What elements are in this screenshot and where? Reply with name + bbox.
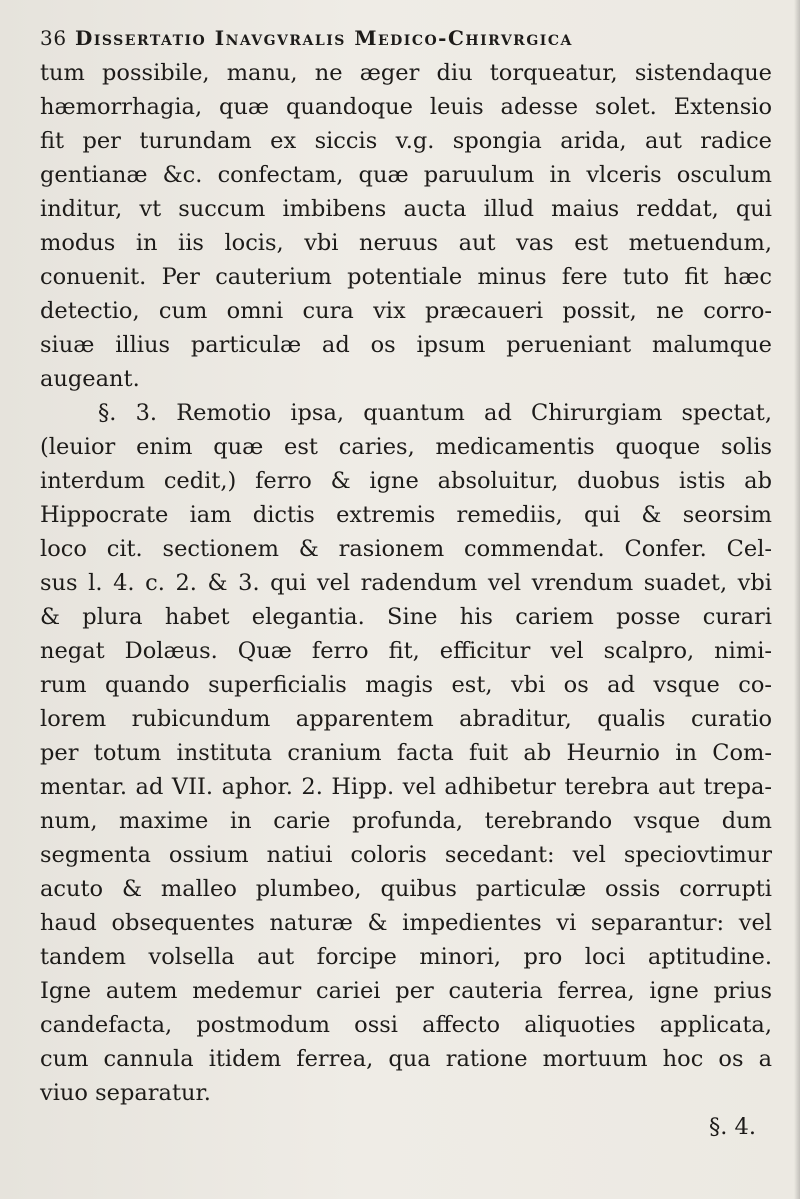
text-line: candefacta, postmodum ossi affecto aliquoties applicata, (40, 1012, 772, 1038)
text-line: conuenit. Per cauterium potentiale minus fere tuto fit hæc (40, 264, 772, 290)
catchword: §. 4. (708, 1114, 756, 1140)
text-line: viuo separatur. (40, 1080, 211, 1106)
text-line: Igne autem medemur cariei per cauteria ferrea, igne prius (40, 978, 772, 1004)
page-edge-shadow (794, 0, 800, 1199)
text-line: augeant. (40, 366, 140, 392)
page-number: 36 (40, 26, 67, 50)
text-line: interdum cedit,) ferro & igne absoluitur, duobus istis ab (40, 468, 772, 494)
text-line: cum cannula itidem ferrea, qua ratione mortuum hoc os a (40, 1046, 772, 1072)
text-line: tandem volsella aut forcipe minori, pro loci aptitudine. (40, 944, 772, 970)
text-line: fit per turundam ex siccis v.g. spongia arida, aut radice (40, 128, 772, 154)
text-line: (leuior enim quæ est caries, medicamentis quoque solis (40, 434, 772, 460)
text-line: mentar. ad VII. aphor. 2. Hipp. vel adhibetur terebra aut trepa- (40, 774, 772, 800)
text-line: segmenta ossium natiui coloris secedant: vel speciovtimur (40, 842, 772, 868)
text-line: modus in iis locis, vbi neruus aut vas est metuendum, (40, 230, 772, 256)
body-text (40, 56, 772, 1144)
text-line: loco cit. sectionem & rasionem commendat. Confer. Cel- (40, 536, 772, 562)
text-line: hæmorrhagia, quæ quandoque leuis adesse solet. Extensio (40, 94, 772, 120)
text-line: tum possibile, manu, ne æger diu torqueatur, sistendaque (40, 60, 772, 86)
text-line: acuto & malleo plumbeo, quibus particulæ ossis corrupti (40, 876, 772, 902)
running-title: Dissertatio Inavgvralis Medico-Chirvrgica (74, 26, 573, 50)
text-line: lorem rubicundum apparentem abraditur, qualis curatio (40, 706, 772, 732)
text-line: Hippocrate iam dictis extremis remediis, qui & seorsim (40, 502, 772, 528)
text-line: inditur, vt succum imbibens aucta illud maius reddat, qui (40, 196, 772, 222)
text-line: num, maxime in carie profunda, terebrando vsque dum (40, 808, 772, 834)
text-line: detectio, cum omni cura vix præcaueri possit, ne corro- (40, 298, 772, 324)
section-3-start: §. 3. Remotio ipsa, quantum ad Chirurgiam spectat, (98, 400, 772, 426)
text-line: & plura habet elegantia. Sine his cariem posse curari (40, 604, 772, 630)
running-header (40, 16, 760, 60)
text-line: haud obsequentes naturæ & impedientes vi separantur: vel (40, 910, 772, 936)
text-line: per totum instituta cranium facta fuit ab Heurnio in Com- (40, 740, 772, 766)
text-line: negat Dolæus. Quæ ferro fit, efficitur vel scalpro, nimi- (40, 638, 772, 664)
text-line: sus l. 4. c. 2. & 3. qui vel radendum vel vrendum suadet, vbi (40, 570, 772, 596)
text-line: siuæ illius particulæ ad os ipsum perueniant malumque (40, 332, 772, 358)
text-line: rum quando superficialis magis est, vbi os ad vsque co- (40, 672, 772, 698)
text-line: gentianæ &c. confectam, quæ paruulum in vlceris osculum (40, 162, 772, 188)
